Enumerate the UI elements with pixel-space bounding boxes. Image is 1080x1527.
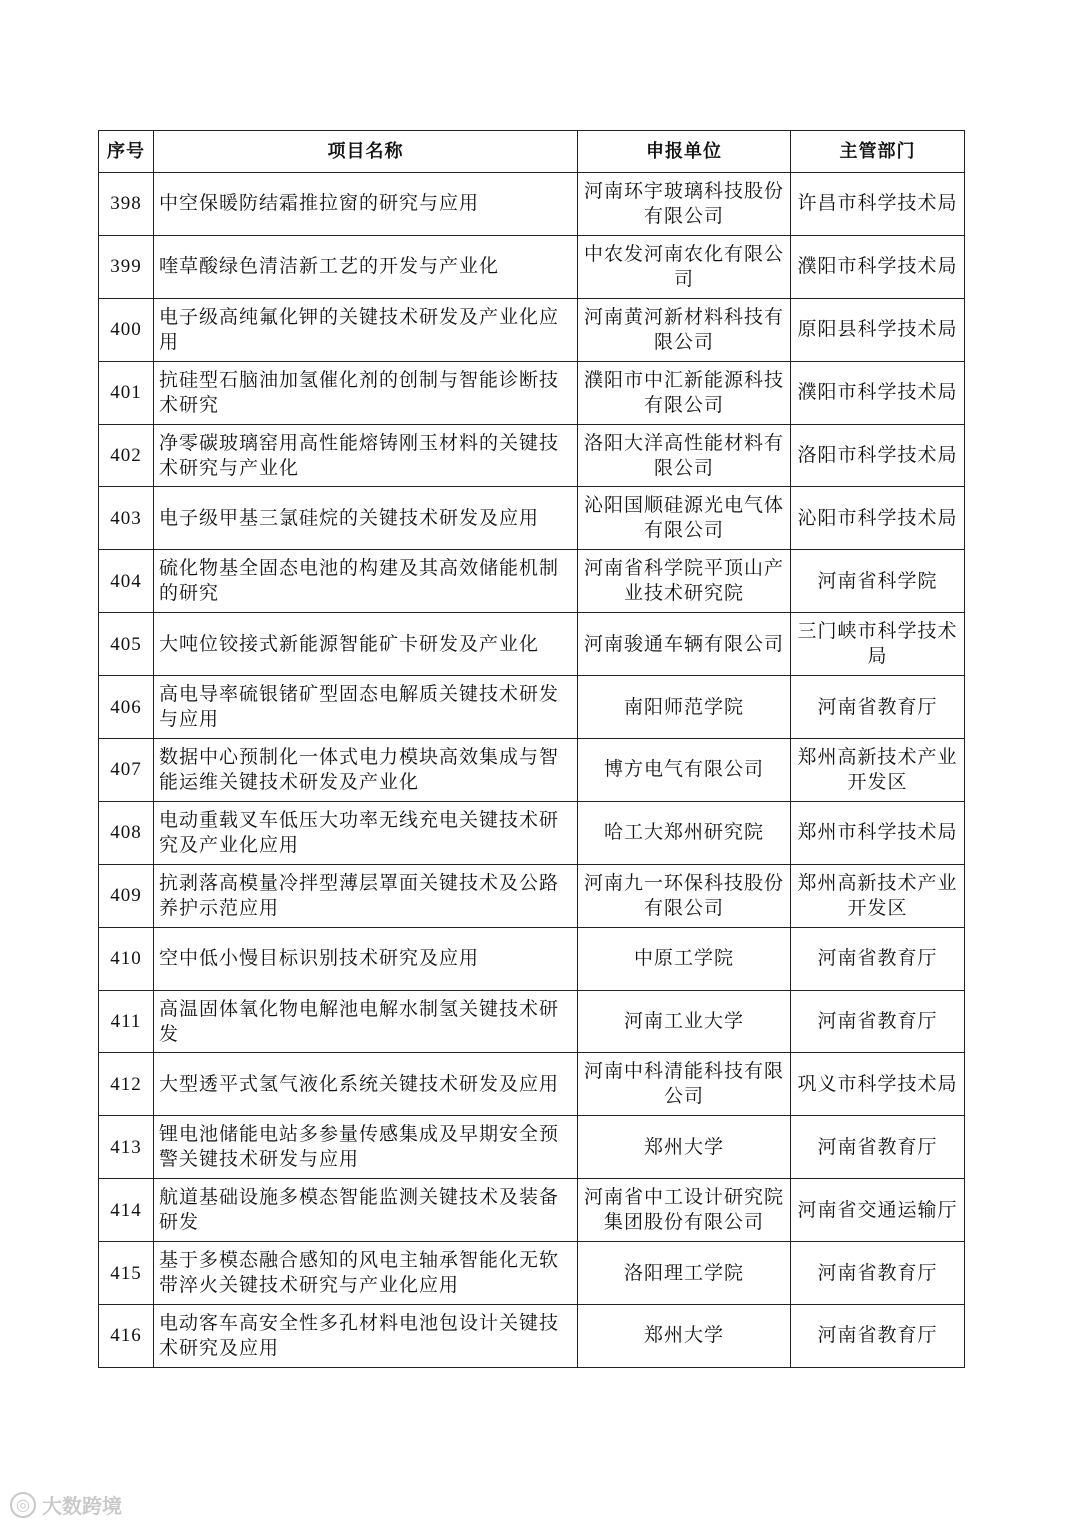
cell-project-name: 抗剥落高模量冷拌型薄层罩面关键技术及公路养护示范应用: [154, 864, 578, 927]
cell-supervising-dept: 濮阳市科学技术局: [791, 235, 965, 298]
cell-supervising-dept: 河南省教育厅: [791, 1305, 965, 1368]
cell-project-name: 电子级甲基三氯硅烷的关键技术研发及应用: [154, 487, 578, 550]
cell-supervising-dept: 河南省教育厅: [791, 1242, 965, 1305]
cell-supervising-dept: 巩义市科学技术局: [791, 1053, 965, 1116]
cell-applicant-unit: 郑州大学: [578, 1305, 791, 1368]
cell-applicant-unit: 河南环宇玻璃科技股份有限公司: [578, 173, 791, 236]
cell-project-name: 大吨位铰接式新能源智能矿卡研发及产业化: [154, 613, 578, 676]
cell-applicant-unit: 河南中科清能科技有限公司: [578, 1053, 791, 1116]
cell-serial-number: 408: [99, 801, 154, 864]
cell-serial-number: 407: [99, 739, 154, 802]
table-row: [99, 613, 965, 676]
table-row: [99, 739, 965, 802]
cell-project-name: 高温固体氧化物电解池电解水制氢关键技术研发: [154, 990, 578, 1053]
table-row: [99, 990, 965, 1053]
cell-project-name: 高电导率硫银锗矿型固态电解质关键技术研发与应用: [154, 676, 578, 739]
cell-serial-number: 410: [99, 927, 154, 990]
cell-serial-number: 403: [99, 487, 154, 550]
cell-applicant-unit: 南阳师范学院: [578, 676, 791, 739]
cell-applicant-unit: 河南省中工设计研究院集团股份有限公司: [578, 1179, 791, 1242]
cell-project-name: 电动重载叉车低压大功率无线充电关键技术研究及产业化应用: [154, 801, 578, 864]
cell-project-name: 喹草酸绿色清洁新工艺的开发与产业化: [154, 235, 578, 298]
cell-project-name: 硫化物基全固态电池的构建及其高效储能机制的研究: [154, 550, 578, 613]
table-row: [99, 1116, 965, 1179]
circle-logo-icon: ◎: [10, 1492, 36, 1518]
cell-supervising-dept: 河南省教育厅: [791, 676, 965, 739]
cell-applicant-unit: 哈工大郑州研究院: [578, 801, 791, 864]
table-row: [99, 235, 965, 298]
table-row: [99, 1305, 965, 1368]
watermark: [10, 1490, 122, 1519]
cell-serial-number: 415: [99, 1242, 154, 1305]
cell-supervising-dept: 郑州市科学技术局: [791, 801, 965, 864]
cell-supervising-dept: 郑州高新技术产业开发区: [791, 864, 965, 927]
cell-project-name: 大型透平式氢气液化系统关键技术研发及应用: [154, 1053, 578, 1116]
cell-supervising-dept: 许昌市科学技术局: [791, 173, 965, 236]
cell-applicant-unit: 博方电气有限公司: [578, 739, 791, 802]
header-applicant-unit: 申报单位: [578, 131, 791, 173]
table-header-row: [99, 131, 965, 173]
cell-serial-number: 412: [99, 1053, 154, 1116]
cell-serial-number: 399: [99, 235, 154, 298]
cell-supervising-dept: 河南省交通运输厅: [791, 1179, 965, 1242]
cell-supervising-dept: 三门峡市科学技术局: [791, 613, 965, 676]
cell-supervising-dept: 河南省教育厅: [791, 927, 965, 990]
cell-supervising-dept: 河南省科学院: [791, 550, 965, 613]
header-project-name: 项目名称: [154, 131, 578, 173]
watermark-text: 大数跨境: [42, 1494, 122, 1518]
cell-project-name: 锂电池储能电站多参量传感集成及早期安全预警关键技术研发与应用: [154, 1116, 578, 1179]
table-row: [99, 1179, 965, 1242]
cell-applicant-unit: 河南黄河新材料科技有限公司: [578, 298, 791, 361]
cell-serial-number: 398: [99, 173, 154, 236]
cell-serial-number: 400: [99, 298, 154, 361]
header-supervising-dept: 主管部门: [791, 131, 965, 173]
cell-applicant-unit: 河南九一环保科技股份有限公司: [578, 864, 791, 927]
cell-serial-number: 405: [99, 613, 154, 676]
cell-applicant-unit: 河南省科学院平顶山产业技术研究院: [578, 550, 791, 613]
table-row: [99, 298, 965, 361]
project-table: [98, 130, 965, 1368]
cell-applicant-unit: 中农发河南农化有限公司: [578, 235, 791, 298]
table-row: [99, 424, 965, 487]
table-row: [99, 1053, 965, 1116]
table-body: [99, 173, 965, 1368]
cell-applicant-unit: 中原工学院: [578, 927, 791, 990]
cell-project-name: 空中低小慢目标识别技术研究及应用: [154, 927, 578, 990]
cell-supervising-dept: 沁阳市科学技术局: [791, 487, 965, 550]
cell-supervising-dept: 原阳县科学技术局: [791, 298, 965, 361]
cell-supervising-dept: 河南省教育厅: [791, 990, 965, 1053]
cell-applicant-unit: 河南骏通车辆有限公司: [578, 613, 791, 676]
table-row: [99, 1242, 965, 1305]
cell-serial-number: 409: [99, 864, 154, 927]
cell-serial-number: 402: [99, 424, 154, 487]
cell-serial-number: 404: [99, 550, 154, 613]
cell-project-name: 电动客车高安全性多孔材料电池包设计关键技术研究及应用: [154, 1305, 578, 1368]
cell-serial-number: 411: [99, 990, 154, 1053]
table-row: [99, 864, 965, 927]
cell-supervising-dept: 洛阳市科学技术局: [791, 424, 965, 487]
cell-project-name: 净零碳玻璃窑用高性能熔铸刚玉材料的关键技术研究与产业化: [154, 424, 578, 487]
cell-serial-number: 406: [99, 676, 154, 739]
table-row: [99, 487, 965, 550]
cell-supervising-dept: 河南省教育厅: [791, 1116, 965, 1179]
table-row: [99, 361, 965, 424]
table-row: [99, 550, 965, 613]
cell-project-name: 电子级高纯氟化钾的关键技术研发及产业化应用: [154, 298, 578, 361]
cell-project-name: 中空保暖防结霜推拉窗的研究与应用: [154, 173, 578, 236]
cell-serial-number: 413: [99, 1116, 154, 1179]
header-serial-number: 序号: [99, 131, 154, 173]
cell-applicant-unit: 沁阳国顺硅源光电气体有限公司: [578, 487, 791, 550]
cell-applicant-unit: 濮阳市中汇新能源科技有限公司: [578, 361, 791, 424]
cell-serial-number: 414: [99, 1179, 154, 1242]
cell-project-name: 抗硅型石脑油加氢催化剂的创制与智能诊断技术研究: [154, 361, 578, 424]
cell-project-name: 基于多模态融合感知的风电主轴承智能化无软带淬火关键技术研究与产业化应用: [154, 1242, 578, 1305]
table-row: [99, 676, 965, 739]
cell-supervising-dept: 濮阳市科学技术局: [791, 361, 965, 424]
table-row: [99, 927, 965, 990]
cell-applicant-unit: 洛阳大洋高性能材料有限公司: [578, 424, 791, 487]
cell-applicant-unit: 洛阳理工学院: [578, 1242, 791, 1305]
cell-project-name: 航道基础设施多模态智能监测关键技术及装备研发: [154, 1179, 578, 1242]
cell-applicant-unit: 郑州大学: [578, 1116, 791, 1179]
cell-supervising-dept: 郑州高新技术产业开发区: [791, 739, 965, 802]
cell-serial-number: 401: [99, 361, 154, 424]
cell-project-name: 数据中心预制化一体式电力模块高效集成与智能运维关键技术研发及产业化: [154, 739, 578, 802]
cell-applicant-unit: 河南工业大学: [578, 990, 791, 1053]
table-row: [99, 801, 965, 864]
cell-serial-number: 416: [99, 1305, 154, 1368]
table-row: [99, 173, 965, 236]
